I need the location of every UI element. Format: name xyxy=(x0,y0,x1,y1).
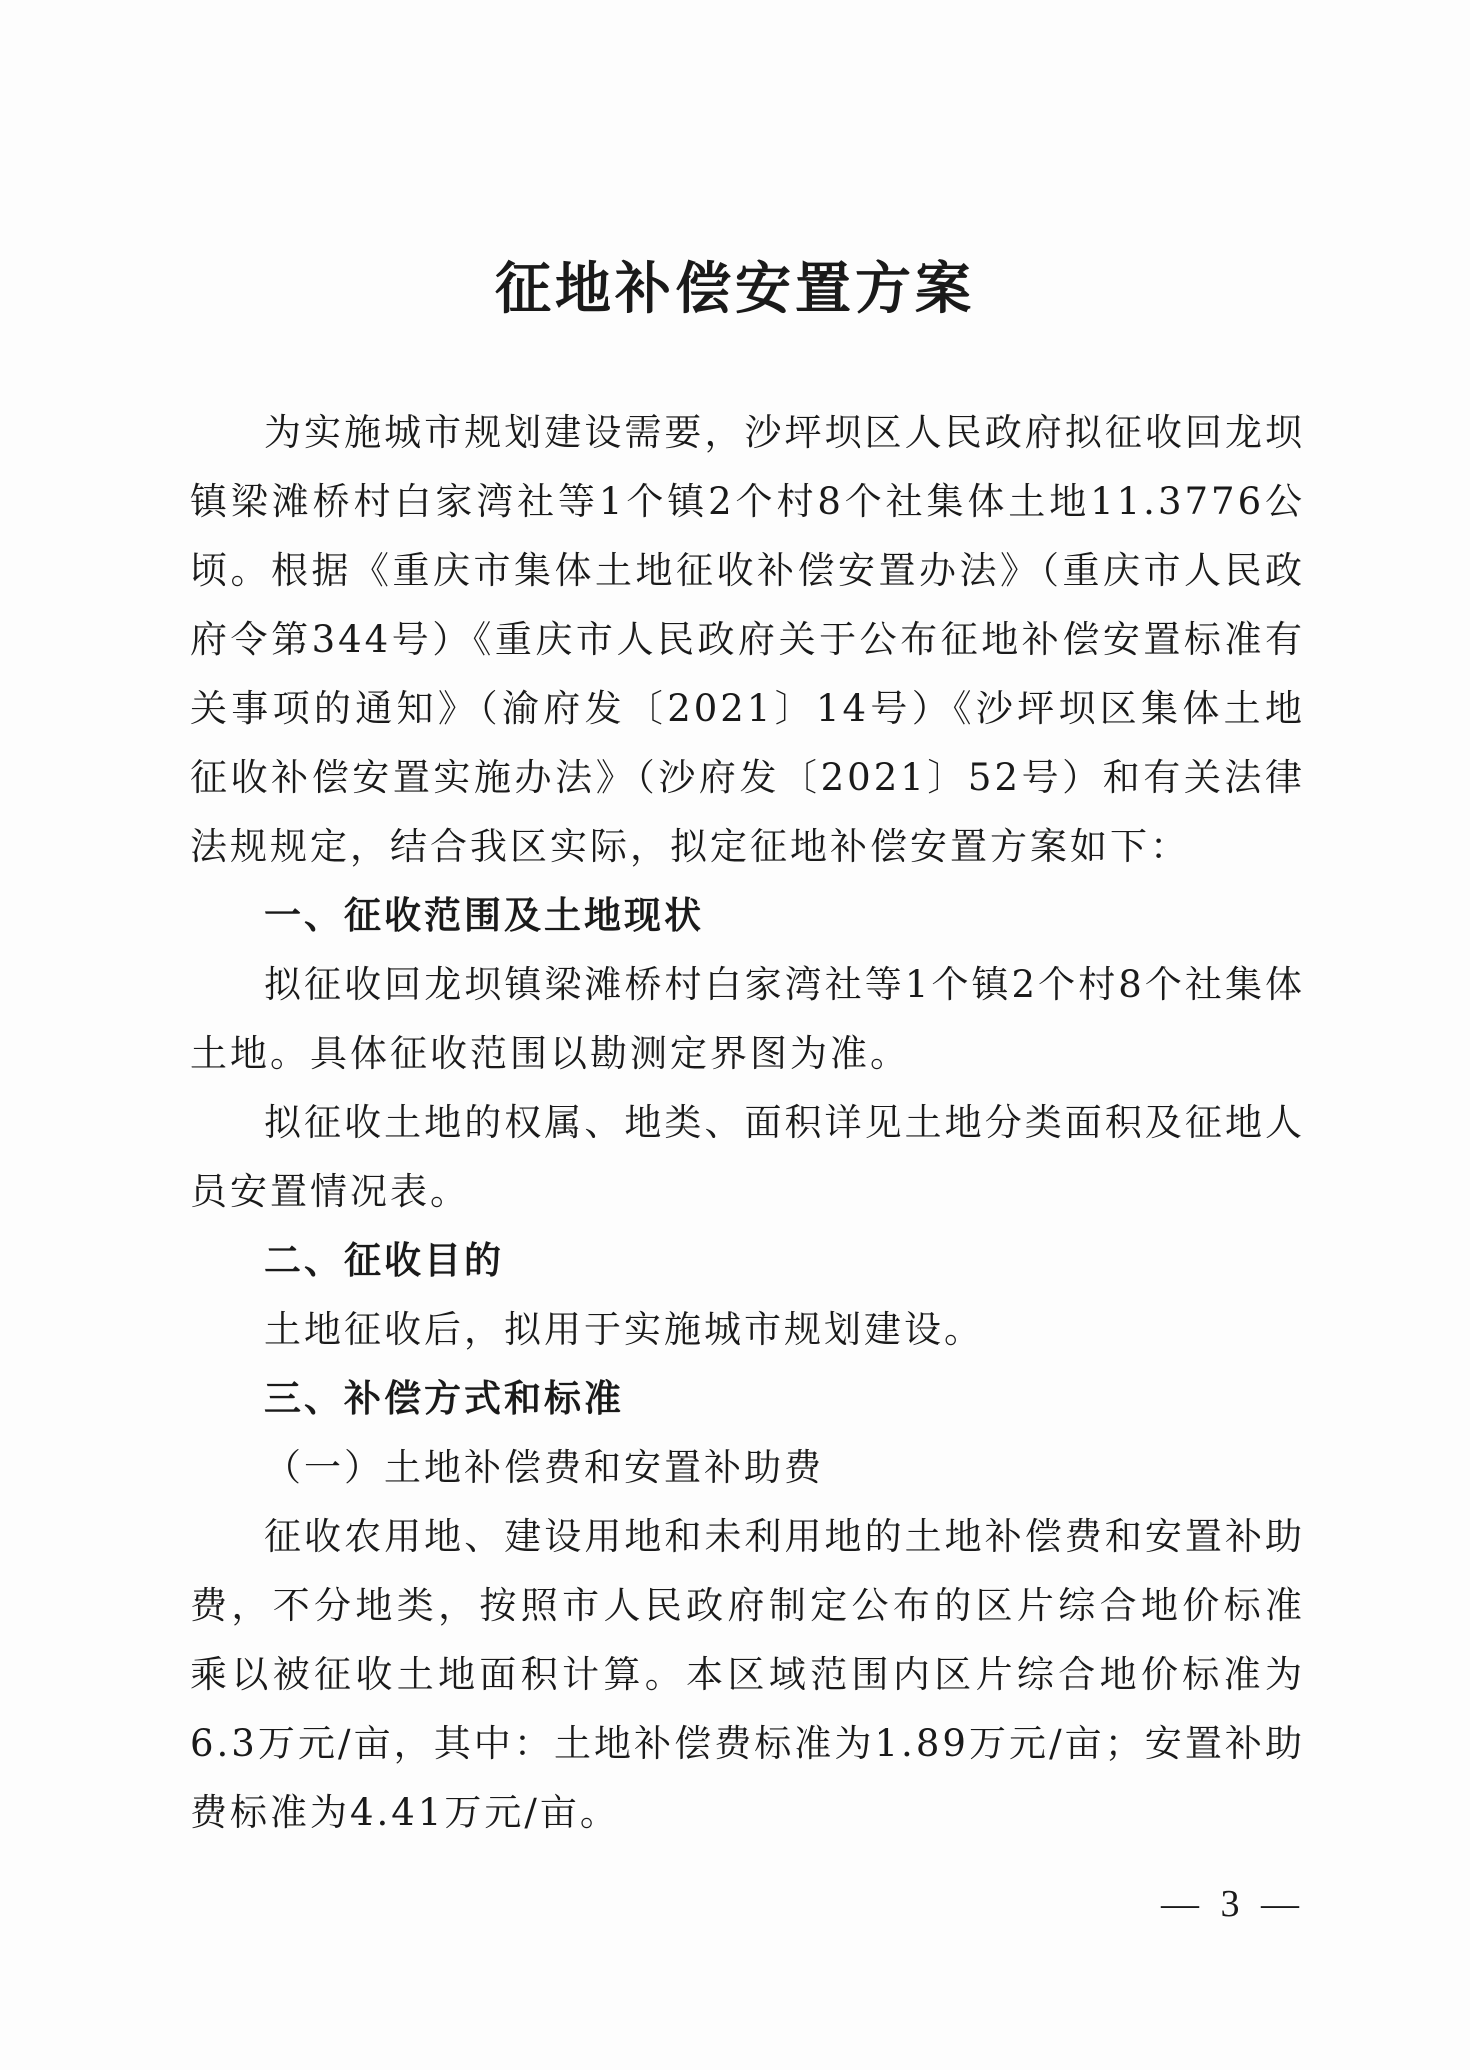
page-number: — 3 — xyxy=(1161,1883,1305,1925)
section-heading-scope: 一、征收范围及土地现状 xyxy=(264,894,704,937)
purpose-paragraph: 土地征收后，拟用于实施城市规划建设。 xyxy=(264,1308,984,1351)
document-body xyxy=(190,398,1305,1847)
scope-paragraph-2: 拟征收土地的权属、地类、面积详见土地分类面积及征地人员安置情况表。 xyxy=(190,1101,1305,1213)
subsection-heading-land-compensation: （一）土地补偿费和安置补助费 xyxy=(264,1446,824,1489)
scope-paragraph-1: 拟征收回龙坝镇梁滩桥村白家湾社等1个镇2个村8个社集体土地。具体征收范围以勘测定界图为准。 xyxy=(190,963,1305,1075)
land-compensation-paragraph: 征收农用地、建设用地和未利用地的土地补偿费和安置补助费，不分地类，按照市人民政府制定公布的区片综合地价标准乘以被征收土地面积计算。本区域范围内区片综合地价标准为6.3万元/亩，其中：土地补偿费标准为1.89万元/亩；安置补助费标准为4.41万元/亩。 xyxy=(190,1515,1305,1834)
intro-paragraph: 为实施城市规划建设需要，沙坪坝区人民政府拟征收回龙坝镇梁滩桥村白家湾社等1个镇2个村8个社集体土地11.3776公顷。根据《重庆市集体土地征收补偿安置办法》（重庆市人民政府令第344号）《重庆市人民政府关于公布征地补偿安置标准有关事项的通知》（渝府发〔2021〕14号）《沙坪坝区集体土地征收补偿安置实施办法》（沙府发〔2021〕52号）和有关法律法规规定，结合我区实际，拟定征地补偿安置方案如下： xyxy=(190,411,1305,868)
section-heading-compensation: 三、补偿方式和标准 xyxy=(264,1377,624,1420)
document-title: 征地补偿安置方案 xyxy=(495,256,975,322)
section-heading-purpose: 二、征收目的 xyxy=(264,1239,504,1282)
